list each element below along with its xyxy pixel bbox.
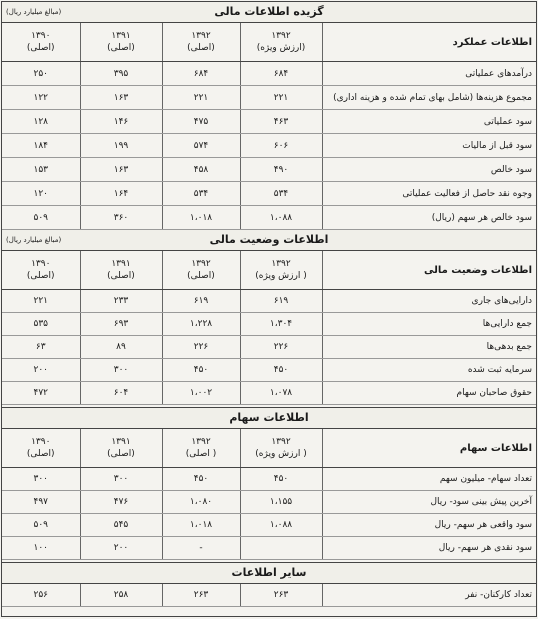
row-label: سود نقدی هر سهم- ریال	[322, 537, 536, 560]
unit-note: (مبالغ میلیارد ریال)	[6, 236, 62, 244]
column-header	[80, 251, 162, 290]
column-type: ( ارزش ویژه)	[255, 271, 307, 281]
value-cell: ۳۹۵	[80, 62, 162, 86]
value-cell: ۳۰۰	[80, 468, 162, 491]
value-cell: ۲۶۳	[162, 584, 240, 607]
table-row	[2, 62, 536, 86]
column-type: (اصلی)	[107, 43, 135, 53]
column-year: ۱۳۹۱	[111, 259, 131, 269]
value-cell: ۶۱۹	[240, 290, 322, 313]
section-title-text: اطلاعات وضعیت مالی	[209, 233, 329, 246]
value-cell: ۱،۰۷۸	[240, 382, 322, 405]
value-cell: ۶۸۴	[240, 62, 322, 86]
column-header	[2, 251, 80, 290]
section-title	[2, 563, 536, 584]
table-row	[2, 382, 536, 405]
value-cell: ۵۴۵	[80, 514, 162, 537]
column-year: ۱۳۹۲	[271, 259, 291, 269]
section-title	[2, 2, 536, 23]
value-cell: ۲۰۰	[80, 537, 162, 560]
other-info-table	[2, 584, 536, 607]
value-cell: ۴۵۰	[162, 359, 240, 382]
column-header	[240, 23, 322, 62]
row-header-label: اطلاعات سهام	[322, 429, 536, 468]
column-type: ( اصلی)	[185, 449, 217, 459]
unit-note: (مبالغ میلیارد ریال)	[6, 8, 62, 16]
value-cell: ۲۵۶	[2, 584, 80, 607]
value-cell: ۲۵۰	[2, 62, 80, 86]
value-cell: ۲۲۶	[162, 336, 240, 359]
value-cell: ۱۲۸	[2, 110, 80, 134]
column-header	[2, 429, 80, 468]
value-cell: ۴۹۷	[2, 491, 80, 514]
row-label: آخرین پیش بینی سود- ریال	[322, 491, 536, 514]
value-cell: ۱۶۴	[80, 182, 162, 206]
table-row	[2, 313, 536, 336]
column-year: ۱۳۹۲	[271, 31, 291, 41]
value-cell: ۱۵۳	[2, 158, 80, 182]
column-type: (اصلی)	[26, 449, 55, 459]
column-header	[240, 251, 322, 290]
value-cell: ۲۲۱	[162, 86, 240, 110]
value-cell: ۶۹۳	[80, 313, 162, 336]
column-type: (اصلی)	[107, 271, 135, 281]
value-cell: ۱،۰۸۰	[162, 491, 240, 514]
column-type: (ارزش ویژه)	[256, 43, 306, 53]
value-cell: ۴۷۶	[80, 491, 162, 514]
row-label: سود عملیاتی	[322, 110, 536, 134]
value-cell: ۵۳۴	[240, 182, 322, 206]
value-cell: ۵۷۴	[162, 134, 240, 158]
value-cell: ۵۰۹	[2, 514, 80, 537]
section-title-text: اطلاعات سهام	[229, 411, 309, 424]
performance-section	[2, 2, 536, 230]
section-title	[2, 230, 536, 251]
table-body	[2, 468, 536, 560]
table-row	[2, 468, 536, 491]
value-cell: ۱،۰۱۸	[162, 514, 240, 537]
other-info-section	[2, 563, 536, 607]
financial-position-section	[2, 230, 536, 405]
section-title-text: گزیده اطلاعات مالی	[214, 5, 324, 18]
row-label: جمع دارایی‌ها	[322, 313, 536, 336]
column-type: (اصلی)	[26, 43, 55, 53]
value-cell: ۸۹	[80, 336, 162, 359]
value-cell: ۲۲۱	[240, 86, 322, 110]
section-title-text: سایر اطلاعات	[231, 566, 307, 579]
column-header	[80, 429, 162, 468]
value-cell: ۲۶۳	[240, 584, 322, 607]
value-cell: ۲۰۰	[2, 359, 80, 382]
value-cell: ۱۸۴	[2, 134, 80, 158]
column-year: ۱۳۹۰	[31, 437, 51, 447]
row-header-label: اطلاعات عملکرد	[322, 23, 536, 62]
value-cell: ۴۷۲	[2, 382, 80, 405]
value-cell: ۴۹۰	[240, 158, 322, 182]
value-cell: ۱،۲۲۸	[162, 313, 240, 336]
value-cell: -	[162, 537, 240, 560]
row-label: سرمایه ثبت شده	[322, 359, 536, 382]
value-cell: ۲۲۱	[2, 290, 80, 313]
value-cell: ۲۳۳	[80, 290, 162, 313]
value-cell: ۱۲۰	[2, 182, 80, 206]
value-cell: ۴۵۰	[162, 468, 240, 491]
table-row	[2, 134, 536, 158]
row-header-label: اطلاعات وضعیت مالی	[322, 251, 536, 290]
column-year: ۱۳۹۲	[271, 437, 291, 447]
value-cell: ۴۵۸	[162, 158, 240, 182]
table-row	[2, 336, 536, 359]
row-label: تعداد سهام- میلیون سهم	[322, 468, 536, 491]
value-cell	[240, 537, 322, 560]
column-year: ۱۳۹۲	[191, 259, 211, 269]
value-cell: ۱،۰۱۸	[162, 206, 240, 230]
row-label: سود خالص	[322, 158, 536, 182]
column-header	[2, 23, 80, 62]
value-cell: ۶۳	[2, 336, 80, 359]
column-year: ۱۳۹۱	[111, 437, 131, 447]
table-row	[2, 537, 536, 560]
table-header-row	[2, 23, 536, 62]
value-cell: ۲۵۸	[80, 584, 162, 607]
row-label: حقوق صاحبان سهام	[322, 382, 536, 405]
row-label: مجموع هزینه‌ها (شامل بهای تمام شده و هزینه اداری)	[322, 86, 536, 110]
value-cell: ۱،۳۰۴	[240, 313, 322, 336]
table-row	[2, 110, 536, 134]
column-year: ۱۳۹۲	[191, 437, 211, 447]
table-row	[2, 584, 536, 607]
table-row	[2, 290, 536, 313]
value-cell: ۶۱۹	[162, 290, 240, 313]
table-row	[2, 86, 536, 110]
column-type: (اصلی)	[187, 43, 215, 53]
table-row	[2, 182, 536, 206]
column-type: (اصلی)	[187, 271, 215, 281]
value-cell: ۱،۱۵۵	[240, 491, 322, 514]
value-cell: ۳۰۰	[2, 468, 80, 491]
value-cell: ۵۳۴	[162, 182, 240, 206]
value-cell: ۶۰۴	[80, 382, 162, 405]
table-row	[2, 359, 536, 382]
financial-position-table	[2, 251, 536, 405]
column-year: ۱۳۹۰	[31, 31, 51, 41]
row-label: وجوه نقد حاصل از فعالیت عملیاتی	[322, 182, 536, 206]
row-label: سود خالص هر سهم (ریال)	[322, 206, 536, 230]
value-cell: ۶۸۴	[162, 62, 240, 86]
column-year: ۱۳۹۲	[191, 31, 211, 41]
value-cell: ۱،۰۰۲	[162, 382, 240, 405]
table-row	[2, 491, 536, 514]
table-row	[2, 206, 536, 230]
shares-section	[2, 408, 536, 560]
column-header	[162, 251, 240, 290]
row-label: دارایی‌های جاری	[322, 290, 536, 313]
financial-summary-page	[1, 1, 537, 617]
row-label: جمع بدهی‌ها	[322, 336, 536, 359]
value-cell: ۵۰۹	[2, 206, 80, 230]
row-label: درآمدهای عملیاتی	[322, 62, 536, 86]
value-cell: ۱۴۶	[80, 110, 162, 134]
value-cell: ۱۲۲	[2, 86, 80, 110]
value-cell: ۵۳۵	[2, 313, 80, 336]
value-cell: ۴۵۰	[240, 468, 322, 491]
value-cell: ۱۶۳	[80, 86, 162, 110]
column-type: ( ارزش ویژه)	[255, 449, 307, 459]
table-header-row	[2, 251, 536, 290]
table-body	[2, 290, 536, 405]
value-cell: ۴۵۰	[240, 359, 322, 382]
value-cell: ۱،۰۸۸	[240, 206, 322, 230]
value-cell: ۲۲۶	[240, 336, 322, 359]
value-cell: ۴۶۳	[240, 110, 322, 134]
section-title	[2, 408, 536, 429]
table-body	[2, 584, 536, 607]
table-row	[2, 514, 536, 537]
value-cell: ۳۰۰	[80, 359, 162, 382]
column-header	[80, 23, 162, 62]
value-cell: ۱،۰۸۸	[240, 514, 322, 537]
value-cell: ۱۰۰	[2, 537, 80, 560]
table-row	[2, 158, 536, 182]
table-header-row	[2, 429, 536, 468]
shares-table	[2, 429, 536, 560]
column-year: ۱۳۹۱	[111, 31, 131, 41]
column-type: (اصلی)	[26, 271, 55, 281]
row-label: سود قبل از مالیات	[322, 134, 536, 158]
value-cell: ۶۰۶	[240, 134, 322, 158]
column-type: (اصلی)	[107, 449, 135, 459]
column-year: ۱۳۹۰	[31, 259, 51, 269]
performance-table	[2, 23, 536, 230]
table-body	[2, 62, 536, 230]
value-cell: ۳۶۰	[80, 206, 162, 230]
column-header	[162, 23, 240, 62]
column-header	[240, 429, 322, 468]
value-cell: ۴۷۵	[162, 110, 240, 134]
column-header	[162, 429, 240, 468]
row-label: تعداد کارکنان- نفر	[322, 584, 536, 607]
row-label: سود واقعی هر سهم- ریال	[322, 514, 536, 537]
value-cell: ۱۶۳	[80, 158, 162, 182]
value-cell: ۱۹۹	[80, 134, 162, 158]
